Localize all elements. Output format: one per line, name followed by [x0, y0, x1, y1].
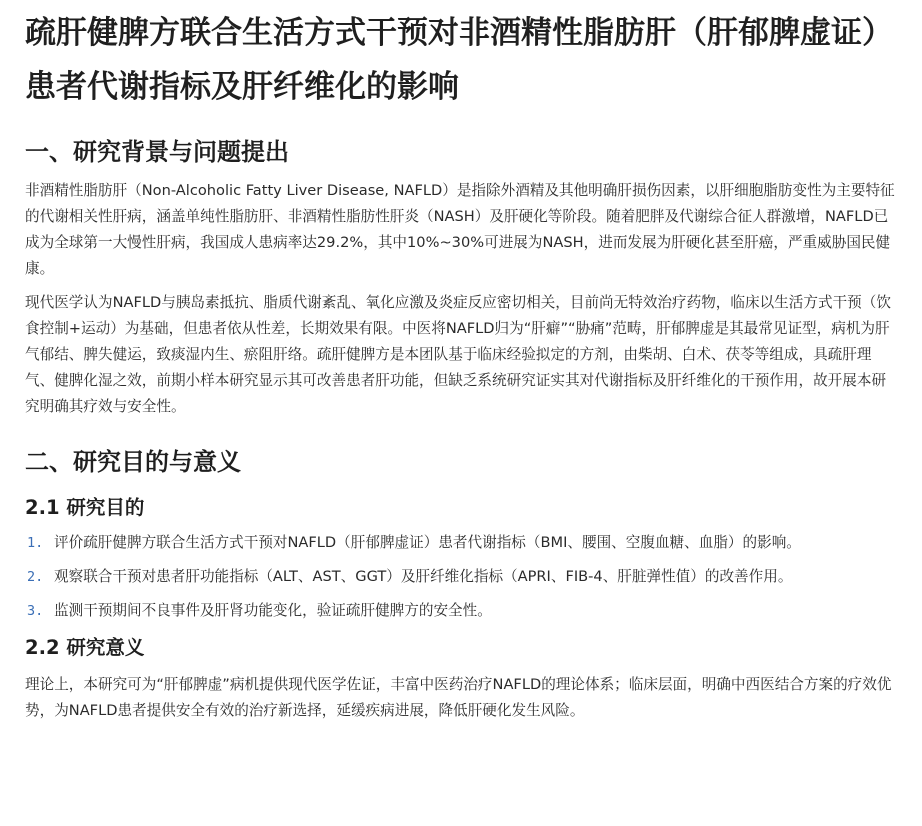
list-item — [25, 564, 896, 590]
section-heading-background: 一、研究背景与问题提出 — [25, 138, 289, 166]
background-paragraph-1: 非酒精性脂肪肝（Non-Alcoholic Fatty Liver Disease, NAFLD）是指除外酒精及其他明确肝损伤因素，以肝细胞脂肪变性为主要特征的代谢相关性肝病，涵盖单纯性脂肪肝、非酒精性脂肪性肝炎（NASH）及肝硬化等阶段。随着肥胖及代谢综合征人群激增，NAFLD已成为全球第一大慢性肝病，我国成人患病率达29.2%，其中10%~30%可进展为NASH，进而发展为肝硬化甚至肝癌，严重威胁国民健康。 — [25, 182, 895, 277]
purpose-list — [25, 530, 896, 624]
list-item-number: 3. — [27, 603, 44, 619]
section-background — [25, 134, 896, 420]
section-heading-objectives: 二、研究目的与意义 — [25, 448, 241, 476]
list-item — [25, 598, 896, 624]
background-paragraph-2: 现代医学认为NAFLD与胰岛素抵抗、脂质代谢紊乱、氧化应激及炎症反应密切相关，目前尚无特效治疗药物，临床以生活方式干预（饮食控制+运动）为基础，但患者依从性差，长期效果有限。中医将NAFLD归为“肝癖”“胁痛”范畴，肝郁脾虚是其最常见证型，病机为肝气郁结、脾失健运，致痰湿内生、瘀阻肝络。疏肝健脾方是本团队基于临床经验拟定的方剂，由柴胡、白术、茯苓等组成，具疏肝理气、健脾化湿之效，前期小样本研究显示其可改善患者肝功能，但缺乏系统研究证实其对代谢指标及肝纤维化的干预作用，故开展本研究明确其疗效与安全性。 — [25, 294, 891, 415]
significance-paragraph: 理论上，本研究可为“肝郁脾虚”病机提供现代医学佐证，丰富中医药治疗NAFLD的理论体系；临床层面，明确中西医结合方案的疗效优势，为NAFLD患者提供安全有效的治疗新选择，延缓疾病进展，降低肝硬化发生风险。 — [25, 676, 892, 719]
list-item-text: 监测干预期间不良事件及肝肾功能变化，验证疏肝健脾方的安全性。 — [54, 602, 492, 619]
list-item-text: 评价疏肝健脾方联合生活方式干预对NAFLD（肝郁脾虚证）患者代谢指标（BMI、腰围、空腹血糖、血脂）的影响。 — [54, 534, 801, 551]
document-title: 疏肝健脾方联合生活方式干预对非酒精性脂肪肝（肝郁脾虚证）患者代谢指标及肝纤维化的影响 — [25, 15, 893, 105]
list-item — [25, 530, 896, 556]
list-item-number: 2. — [27, 569, 44, 585]
list-item-text: 观察联合干预对患者肝功能指标（ALT、AST、GGT）及肝纤维化指标（APRI、FIB-4、肝脏弹性值）的改善作用。 — [54, 568, 793, 585]
list-item-number: 1. — [27, 535, 44, 551]
section-objectives — [25, 444, 896, 724]
subsection-heading-significance: 2.2 研究意义 — [25, 636, 145, 659]
subsection-heading-purpose: 2.1 研究目的 — [25, 496, 145, 519]
